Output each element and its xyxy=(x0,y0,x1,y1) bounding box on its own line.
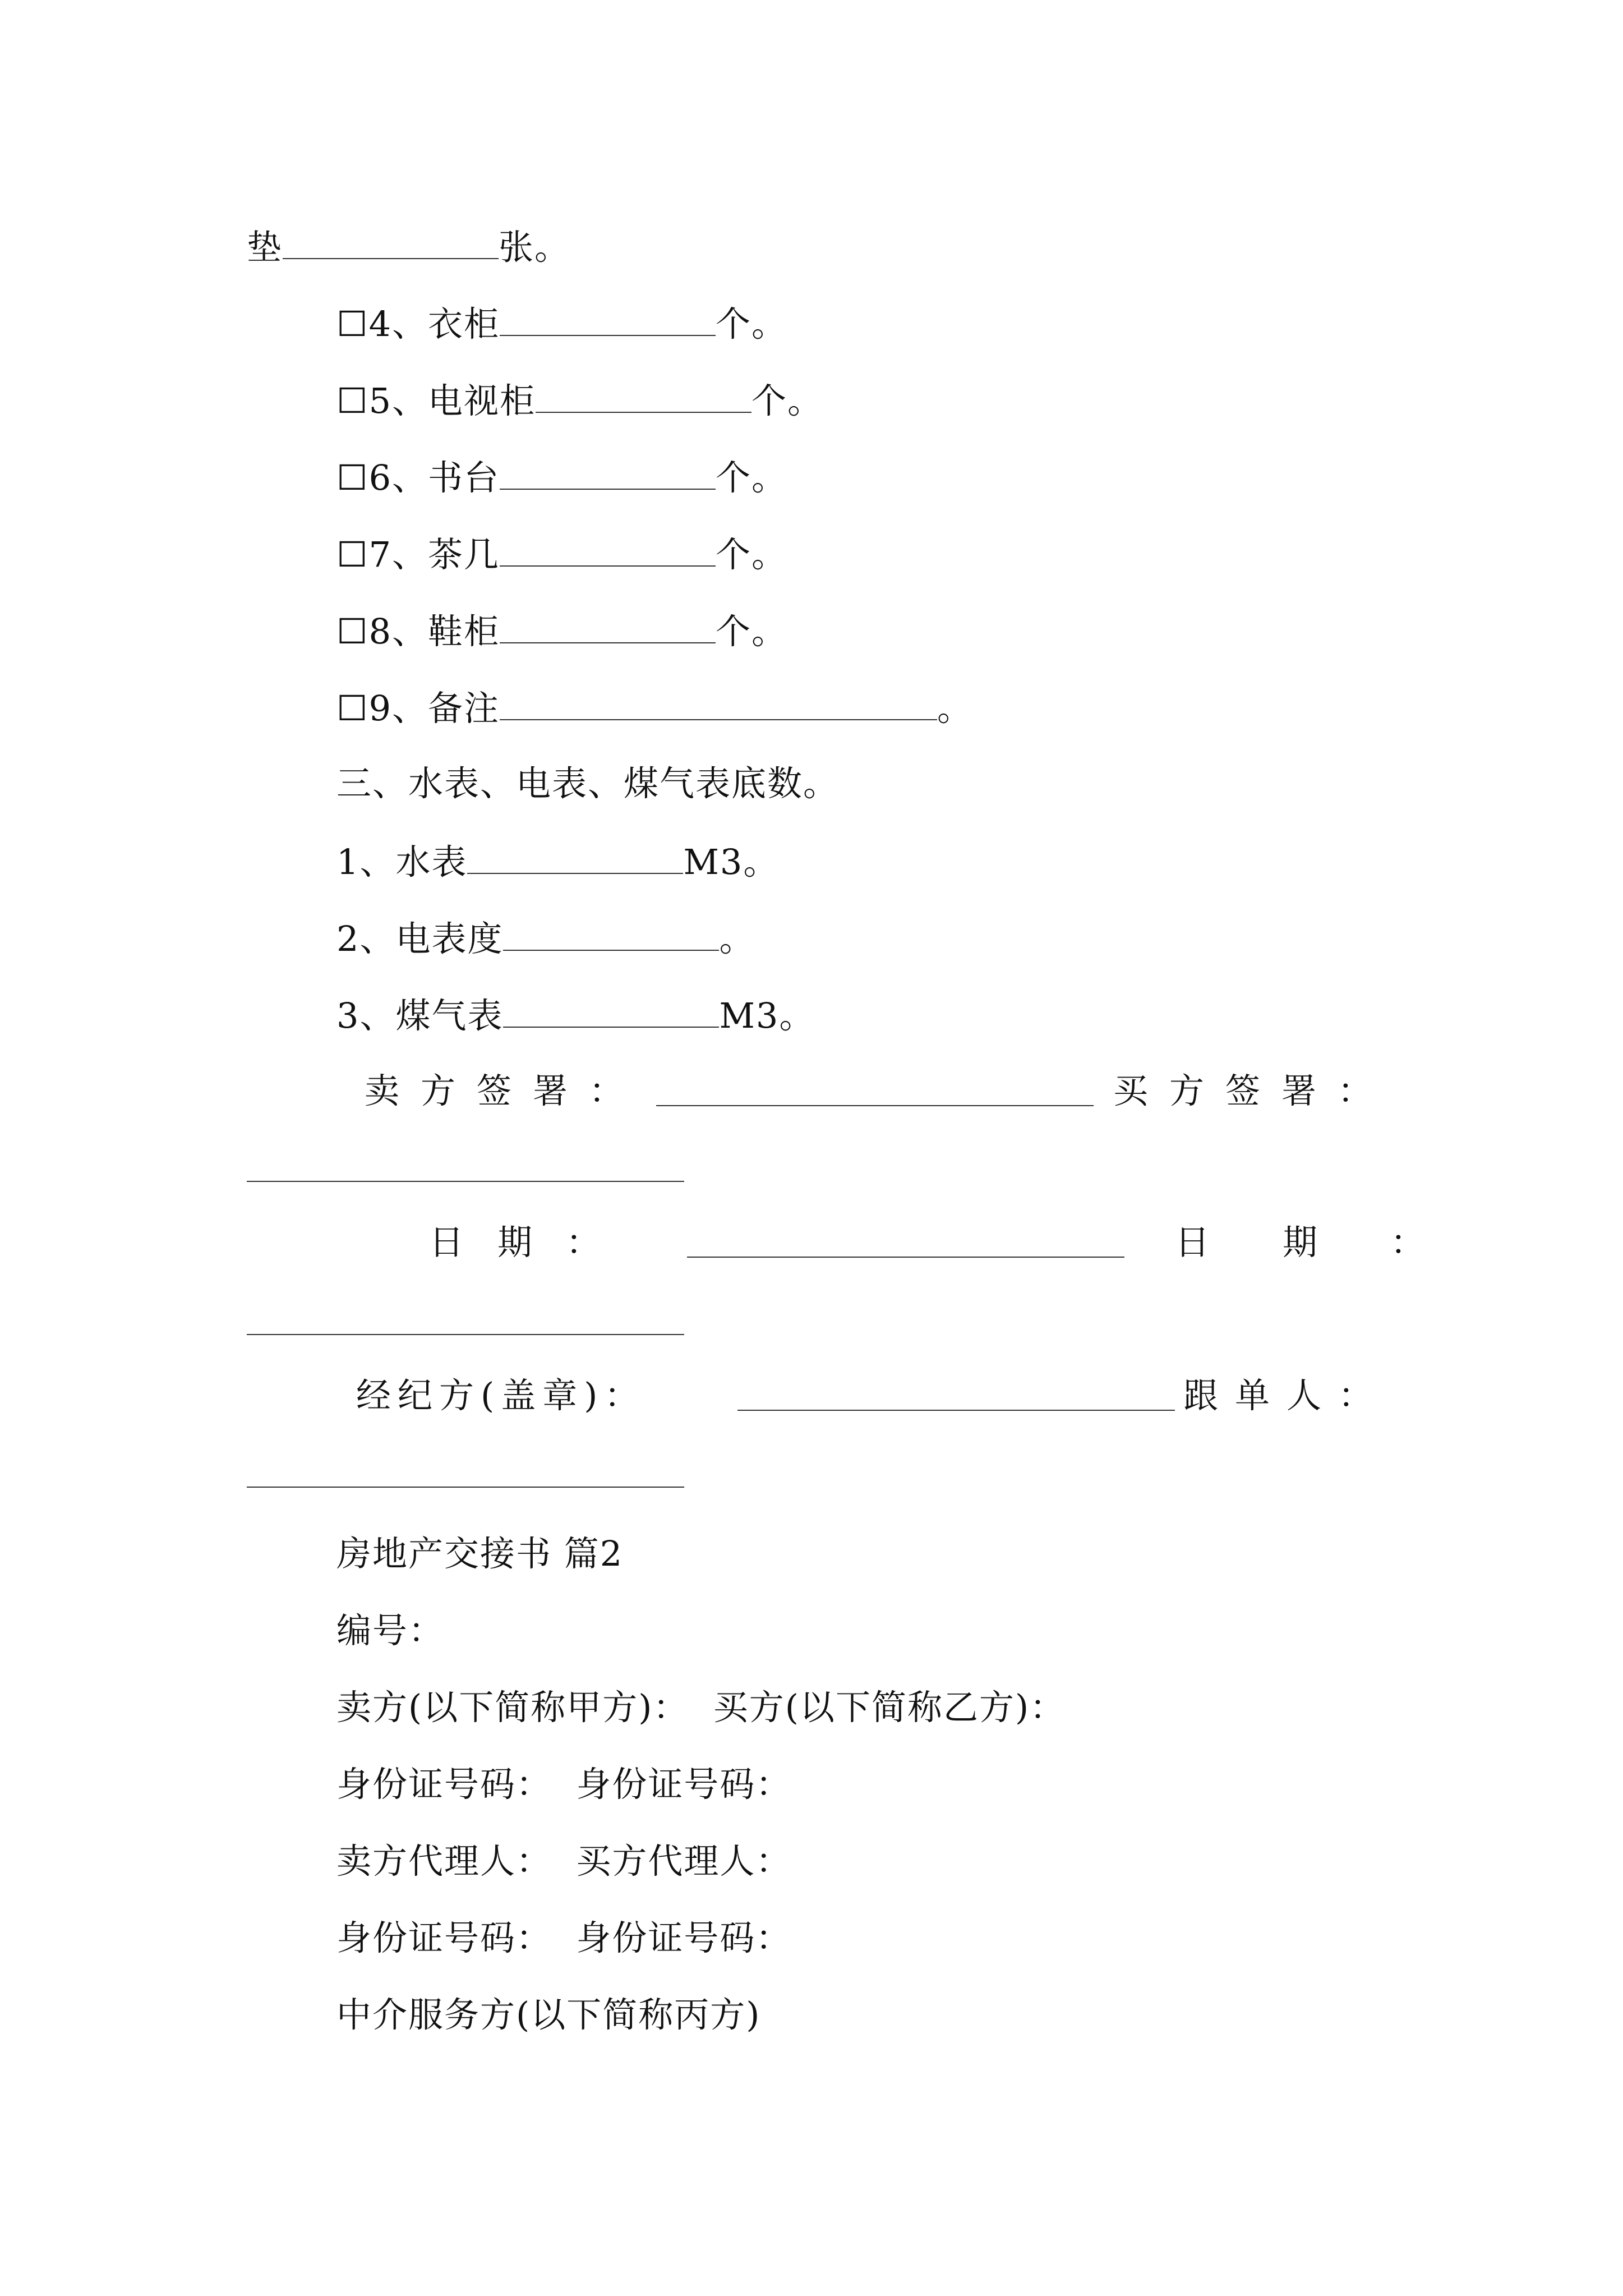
seller-signature-label: 卖方签署： xyxy=(365,1070,645,1111)
list-item xyxy=(336,992,815,1037)
fill-blank xyxy=(500,454,716,490)
list-item xyxy=(336,454,787,499)
list-item xyxy=(336,915,755,960)
date-label-left: 日期： xyxy=(429,1222,635,1263)
list-item xyxy=(336,608,787,652)
list-item xyxy=(336,531,787,576)
buyer-signature-label: 买方签署： xyxy=(1113,1070,1394,1111)
intermediary-line: 中介服务方(以下简称丙方) xyxy=(336,1994,761,2035)
item-label: ☐9、备注 xyxy=(336,688,500,729)
item-suffix: 。 xyxy=(937,688,974,729)
item-label: 1、水表 xyxy=(336,841,468,882)
fill-blank xyxy=(503,992,719,1028)
fill-blank xyxy=(467,838,683,874)
fill-blank xyxy=(500,684,937,720)
item-suffix: 个。 xyxy=(716,457,788,498)
item-suffix: 个。 xyxy=(716,534,788,575)
list-item xyxy=(336,838,779,883)
item-suffix: 个。 xyxy=(716,611,788,652)
section-title: 房地产交接书 篇2 xyxy=(336,1533,624,1574)
item-suffix: 。 xyxy=(719,918,755,959)
signature-line xyxy=(737,1410,1175,1411)
id-number-line: 身份证号码： 身份证号码： xyxy=(336,1917,792,1958)
item-suffix: 个。 xyxy=(716,303,788,344)
item-label: ☐6、书台 xyxy=(336,457,500,498)
item-label: 3、煤气表 xyxy=(336,995,504,1036)
item-label: ☐8、鞋柜 xyxy=(336,611,500,652)
item-label: ☐5、电视柜 xyxy=(336,380,536,421)
item-label: ☐7、茶几 xyxy=(336,534,500,575)
fill-blank xyxy=(500,531,716,567)
item-suffix: 张。 xyxy=(499,227,571,268)
fill-blank xyxy=(500,300,716,336)
section-heading: 三、水表、电表、煤气表底数。 xyxy=(336,763,840,804)
signature-line xyxy=(687,1257,1124,1258)
list-item xyxy=(336,684,973,729)
item-suffix: M3。 xyxy=(719,995,815,1036)
list-item xyxy=(336,377,823,422)
signature-line xyxy=(656,1105,1094,1106)
fill-blank xyxy=(503,915,719,951)
fill-blank xyxy=(500,608,716,643)
list-item xyxy=(336,300,787,345)
item-suffix: 个。 xyxy=(751,380,824,421)
signature-line xyxy=(247,1487,684,1488)
item-suffix: M3。 xyxy=(683,841,780,882)
agency-stamp-label: 经纪方(盖章)： xyxy=(356,1375,646,1416)
signature-line xyxy=(247,1181,684,1182)
agents-line: 卖方代理人： 买方代理人： xyxy=(336,1841,792,1881)
signature-line xyxy=(247,1334,684,1335)
fill-blank xyxy=(536,377,751,413)
item-label: 垫 xyxy=(247,227,283,268)
list-item xyxy=(247,223,570,268)
id-number-line: 身份证号码： 身份证号码： xyxy=(336,1764,792,1805)
date-label-right: 日期： xyxy=(1175,1222,1498,1263)
parties-line: 卖方(以下简称甲方)： 买方(以下简称乙方)： xyxy=(336,1687,1066,1728)
fill-blank xyxy=(283,223,499,259)
number-label: 编号： xyxy=(336,1610,445,1651)
follower-label: 跟单人： xyxy=(1183,1375,1390,1416)
item-label: ☐4、衣柜 xyxy=(336,303,500,344)
item-label: 2、电表度 xyxy=(336,918,504,959)
